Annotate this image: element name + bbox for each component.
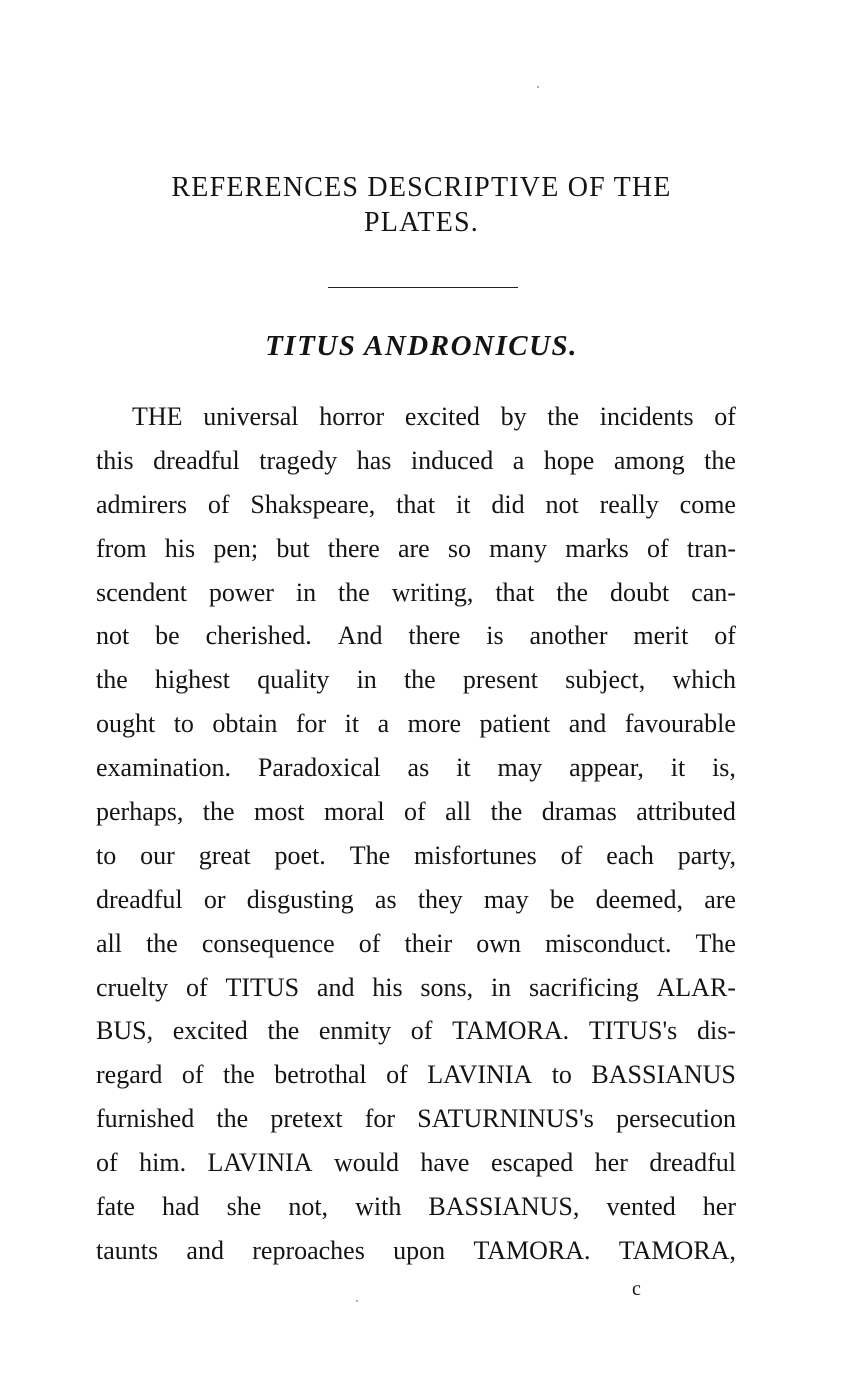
body-line: taunts and reproaches upon TAMORA. TAMORA, <box>96 1235 736 1265</box>
body-line: from his pen; but there are so many marks of tran- <box>96 533 736 563</box>
page-heading-line-2: PLATES. <box>364 207 479 238</box>
body-line: perhaps, the most moral of all the dramas attributed <box>96 797 736 827</box>
body-line: the highest quality in the present subject, which <box>96 665 736 695</box>
body-line: scendent power in the writing, that the doubt can- <box>96 577 736 607</box>
body-line: not be cherished. And there is another merit of <box>96 621 736 651</box>
body-line: THE universal horror excited by the incidents of <box>132 402 736 431</box>
body-line: to our great poet. The misfortunes of each party, <box>96 840 736 870</box>
body-text <box>96 395 736 1273</box>
body-line: all the consequence of their own misconduct. The <box>96 928 736 958</box>
body-line: ought to obtain for it a more patient and favourable <box>96 709 736 739</box>
play-title: TITUS ANDRONICUS. <box>265 330 578 362</box>
body-line: this dreadful tragedy has induced a hope among the <box>96 445 736 475</box>
body-line: BUS, excited the enmity of TAMORA. TITUS's dis- <box>96 1016 736 1046</box>
body-line: cruelty of TITUS and his sons, in sacrificing ALAR- <box>96 972 736 1002</box>
body-line: furnished the pretext for SATURNINUS's persecution <box>96 1104 736 1134</box>
body-line: regard of the betrothal of LAVINIA to BASSIANUS <box>96 1060 736 1090</box>
paper-speck <box>356 1300 358 1302</box>
body-line: fate had she not, with BASSIANUS, vented her <box>96 1192 736 1222</box>
body-line: dreadful or disgusting as they may be deemed, are <box>96 884 736 914</box>
paper-speck <box>537 86 539 88</box>
page-heading-line-1: REFERENCES DESCRIPTIVE OF THE <box>171 172 672 203</box>
body-line: of him. LAVINIA would have escaped her dreadful <box>96 1148 736 1178</box>
heading-divider <box>328 287 518 288</box>
body-line: examination. Paradoxical as it may appear, it is, <box>96 753 736 783</box>
body-line: admirers of Shakspeare, that it did not really come <box>96 489 736 519</box>
signature-mark: c <box>632 1278 641 1300</box>
